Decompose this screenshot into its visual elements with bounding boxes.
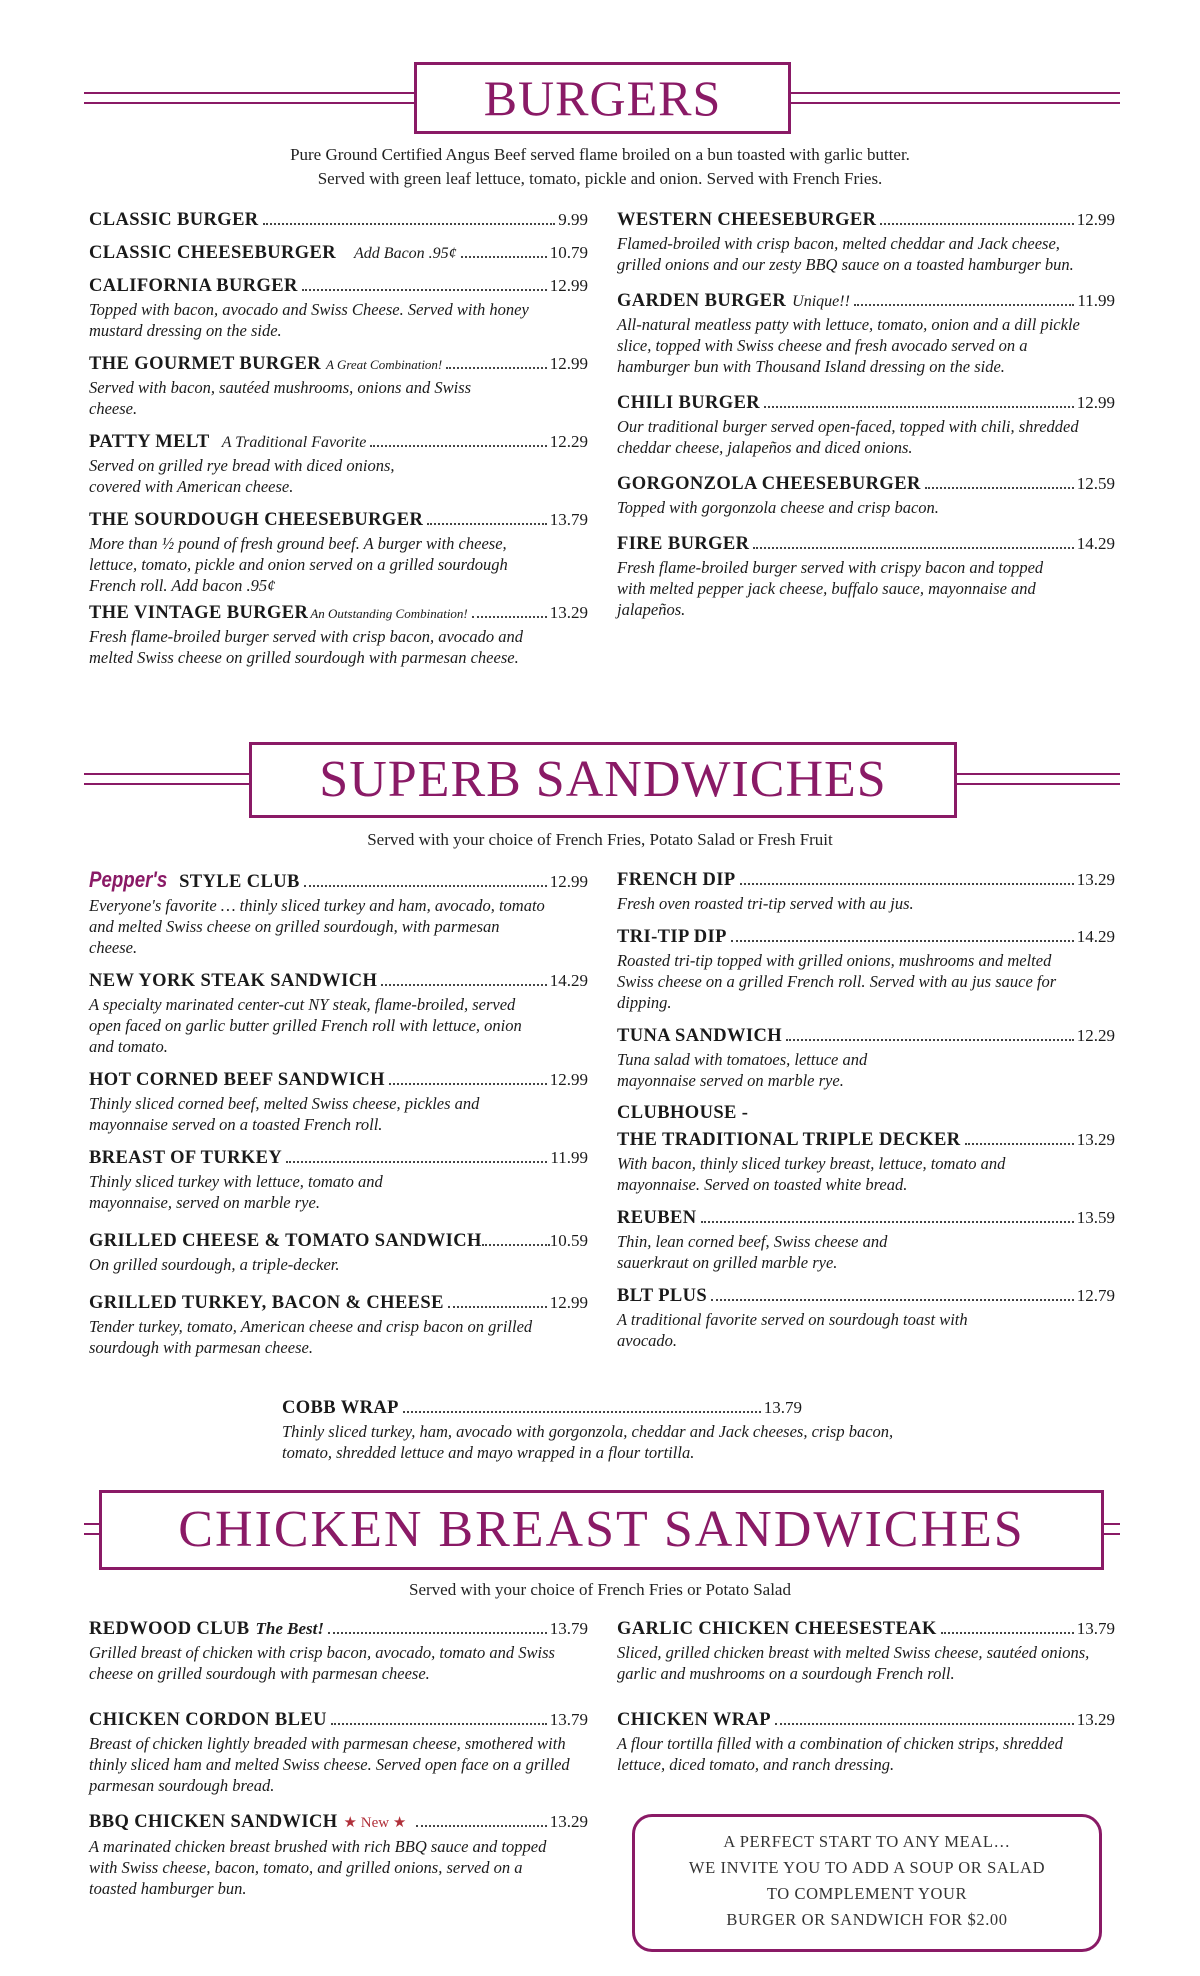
sandwiches-subtitle: Served with your choice of French Fries, Potato Salad or Fresh Fruit — [367, 830, 833, 849]
item-price: 12.99 — [549, 872, 588, 891]
dot-leader — [854, 304, 1074, 306]
promo-line-3: TO COMPLEMENT YOUR — [766, 1884, 968, 1903]
burgers-subtitle-1: Pure Ground Certified Angus Beef served flame broiled on a bun toasted with garlic butter. — [290, 145, 910, 164]
item-price: 10.59 — [549, 1231, 588, 1250]
sandwiches-banner — [84, 742, 1120, 818]
item-description: Breast of chicken lightly breaded with parmesan cheese, smothered with thinly sliced ham and melted Swiss cheese. Served open face on a grilled parmesan sourdough bread. — [89, 1734, 570, 1795]
item-name: BLT PLUS — [617, 1286, 708, 1306]
item-name: REUBEN — [617, 1208, 697, 1228]
dot-leader — [740, 883, 1074, 885]
item-name: CHICKEN CORDON BLEU — [89, 1710, 327, 1730]
menu-item-classic-cheeseburger — [89, 241, 588, 265]
item-description: On grilled sourdough, a triple-decker. — [89, 1255, 340, 1274]
menu-item-classic-burger — [89, 208, 588, 232]
item-price: 11.99 — [1077, 291, 1115, 310]
menu-item-western-cheeseburger — [617, 208, 1115, 275]
item-name: GORGONZOLA CHEESEBURGER — [617, 474, 921, 494]
item-name: PATTY MELT — [89, 432, 210, 452]
item-name: WESTERN CHEESEBURGER — [617, 210, 877, 230]
burgers-right-column — [617, 208, 1115, 631]
chicken-right-column — [617, 1617, 1115, 1786]
item-price: 11.99 — [550, 1148, 588, 1167]
menu-item-gorgonzola-cheeseburger — [617, 472, 1115, 518]
dot-leader — [941, 1632, 1074, 1634]
item-price: 12.29 — [1076, 1026, 1115, 1045]
item-price: 13.59 — [1076, 1208, 1115, 1227]
item-description: Thinly sliced turkey with lettuce, tomato and mayonnaise, served on marble rye. — [89, 1172, 383, 1212]
item-name: FRENCH DIP — [617, 870, 736, 890]
burgers-banner — [84, 62, 1120, 136]
dot-leader — [775, 1723, 1074, 1725]
item-name: CLASSIC BURGER — [89, 210, 259, 230]
item-name: GARDEN BURGER — [617, 291, 787, 311]
promo-line-4: BURGER OR SANDWICH FOR $2.00 — [726, 1910, 1008, 1929]
menu-item-peppers-style-club — [89, 868, 588, 958]
item-price: 13.29 — [549, 1812, 588, 1831]
dot-leader — [482, 1244, 550, 1246]
menu-item-bbq-chicken-sandwich — [89, 1810, 588, 1899]
dot-leader — [448, 1306, 547, 1308]
item-description: A marinated chicken breast brushed with rich BBQ sauce and topped with Swiss cheese, bacon, tomato, and grilled onions, served on a toasted hamburger bun. — [89, 1837, 547, 1898]
menu-item-blt-plus — [617, 1284, 1115, 1351]
dot-leader — [711, 1299, 1074, 1301]
menu-item-redwood-club — [89, 1617, 588, 1684]
item-description: Thin, lean corned beef, Swiss cheese and sauerkraut on grilled marble rye. — [617, 1232, 888, 1272]
item-price: 13.29 — [1076, 870, 1115, 889]
item-note: A Traditional Favorite — [221, 434, 367, 451]
dot-leader — [786, 1039, 1074, 1041]
dot-leader — [416, 1825, 546, 1827]
item-price: 12.99 — [549, 1293, 588, 1312]
item-name: THE TRADITIONAL TRIPLE DECKER — [617, 1130, 961, 1150]
chicken-banner — [84, 1490, 1120, 1570]
burgers-title: BURGERS — [414, 62, 791, 134]
burgers-subtitle-2: Served with green leaf lettuce, tomato, pickle and onion. Served with French Fries. — [317, 169, 883, 188]
menu-item-sourdough-cheeseburger — [89, 508, 588, 596]
item-description: Thinly sliced turkey, ham, avocado with gorgonzola, cheddar and Jack cheeses, crisp bacon, tomato, shredded lettuce and mayo wrapped in a flour tortilla. — [282, 1422, 894, 1462]
sandwiches-left-column — [89, 868, 588, 1369]
promo-line-2: WE INVITE YOU TO ADD A SOUP OR SALAD — [688, 1858, 1046, 1877]
item-name: CLASSIC CHEESEBURGER — [89, 243, 337, 263]
item-price: 13.79 — [763, 1398, 802, 1417]
dot-leader — [753, 547, 1073, 549]
item-name: BREAST OF TURKEY — [89, 1148, 283, 1168]
item-description: Fresh oven roasted tri-tip served with au jus. — [617, 894, 914, 913]
menu-item-reuben — [617, 1206, 1115, 1273]
item-description: A flour tortilla filled with a combination of chicken strips, shredded lettuce, diced tomato, and ranch dressing. — [617, 1734, 1063, 1774]
item-description: Flamed-broiled with crisp bacon, melted cheddar and Jack cheese, grilled onions and our zesty BBQ sauce on a toasted hamburger bun. — [617, 234, 1074, 274]
sandwiches-title: SUPERB SANDWICHES — [249, 742, 957, 818]
dot-leader — [304, 885, 547, 887]
item-description: With bacon, thinly sliced turkey breast, lettuce, tomato and mayonnaise. Served on toasted white bread. — [617, 1154, 1006, 1194]
sandwiches-right-column — [617, 868, 1115, 1362]
item-prefix: CLUBHOUSE - — [617, 1103, 749, 1123]
item-price: 12.59 — [1076, 474, 1115, 493]
item-note: An Outstanding Combination! — [310, 606, 468, 621]
menu-item-french-dip — [617, 868, 1115, 914]
item-description: Grilled breast of chicken with crisp bacon, avocado, tomato and Swiss cheese on grilled sourdough with parmesan cheese. — [89, 1643, 555, 1683]
item-name: THE SOURDOUGH CHEESEBURGER — [89, 510, 424, 530]
item-price: 13.79 — [549, 1710, 588, 1729]
item-description: Tuna salad with tomatoes, lettuce and mayonnaise served on marble rye. — [617, 1050, 868, 1090]
burgers-left-column — [89, 208, 588, 679]
item-name: THE VINTAGE BURGER — [89, 603, 309, 623]
item-description: Tender turkey, tomato, American cheese and crisp bacon on grilled sourdough with parmesan cheese. — [89, 1317, 533, 1357]
dot-leader — [764, 406, 1074, 408]
soup-salad-promo-box — [632, 1814, 1102, 1952]
item-name: HOT CORNED BEEF SANDWICH — [89, 1070, 385, 1090]
item-name: TRI-TIP DIP — [617, 927, 727, 947]
item-price: 13.29 — [549, 603, 588, 622]
item-description: Thinly sliced corned beef, melted Swiss cheese, pickles and mayonnaise served on a toasted French roll. — [89, 1094, 480, 1134]
item-description: Topped with gorgonzola cheese and crisp bacon. — [617, 498, 939, 517]
item-description: Roasted tri-tip topped with grilled onions, mushrooms and melted Swiss cheese on a grilled French roll. Served with au jus sauce for dipping. — [617, 951, 1057, 1012]
item-description: Sliced, grilled chicken breast with melted Swiss cheese, sautéed onions, garlic and mushrooms on a sourdough French roll. — [617, 1643, 1090, 1683]
menu-item-chili-burger — [617, 391, 1115, 458]
chicken-title: CHICKEN BREAST SANDWICHES — [99, 1490, 1104, 1570]
item-description: A specialty marinated center-cut NY steak, flame-broiled, served open faced on garlic butter grilled French roll with lettuce, onion and tomato. — [89, 995, 522, 1056]
item-price: 13.79 — [549, 510, 588, 529]
menu-item-breast-of-turkey — [89, 1146, 588, 1213]
menu-item-garlic-chicken-cheesesteak — [617, 1617, 1115, 1684]
item-name: GRILLED TURKEY, BACON & CHEESE — [89, 1293, 444, 1313]
dot-leader — [328, 1632, 547, 1634]
item-price: 12.99 — [1076, 393, 1115, 412]
menu-item-cobb-wrap — [282, 1396, 894, 1463]
dot-leader — [427, 523, 547, 525]
peppers-brand-logo: Pepper's — [89, 867, 168, 892]
item-price: 12.79 — [1076, 1286, 1115, 1305]
item-name: THE GOURMET BURGER — [89, 354, 321, 374]
item-name: REDWOOD CLUB — [89, 1619, 250, 1639]
dot-leader — [286, 1161, 547, 1163]
item-description: More than ½ pound of fresh ground beef. A burger with cheese, lettuce, tomato, pickle and onion served on a grilled sourdough French roll. Add bacon .95¢ — [89, 534, 508, 595]
item-price: 14.29 — [549, 971, 588, 990]
menu-item-hot-corned-beef — [89, 1068, 588, 1135]
item-price: 14.29 — [1076, 534, 1115, 553]
item-name: TUNA SANDWICH — [617, 1026, 783, 1046]
item-name: STYLE CLUB — [179, 872, 300, 892]
menu-item-new-york-steak — [89, 969, 588, 1057]
chicken-subtitle: Served with your choice of French Fries or Potato Salad — [409, 1580, 791, 1599]
item-description: Served with bacon, sautéed mushrooms, onions and Swiss cheese. — [89, 378, 472, 418]
item-name: COBB WRAP — [282, 1398, 399, 1418]
menu-item-fire-burger — [617, 532, 1115, 620]
item-note: Unique!! — [792, 293, 850, 310]
dot-leader — [461, 256, 547, 258]
dot-leader — [403, 1411, 761, 1413]
item-name: CHILI BURGER — [617, 393, 761, 413]
item-price: 13.79 — [549, 1619, 588, 1638]
menu-item-clubhouse-triple-decker — [617, 1102, 1115, 1195]
chicken-left-column — [89, 1617, 588, 1910]
item-price: 13.29 — [1076, 1710, 1115, 1729]
dot-leader — [965, 1143, 1074, 1145]
item-price: 10.79 — [549, 243, 588, 262]
item-price: 12.29 — [549, 432, 588, 451]
item-price: 12.99 — [549, 354, 588, 373]
menu-item-vintage-burger — [89, 601, 588, 668]
dot-leader — [302, 289, 547, 291]
dot-leader — [446, 367, 546, 369]
item-price: 13.29 — [1076, 1130, 1115, 1149]
dot-leader — [472, 616, 547, 618]
menu-item-garden-burger — [617, 289, 1115, 377]
item-description: Served on grilled rye bread with diced onions, covered with American cheese. — [89, 456, 395, 496]
item-note: The Best! — [255, 1619, 325, 1638]
menu-item-patty-melt — [89, 430, 588, 497]
menu-item-california-burger — [89, 274, 588, 341]
item-price: 14.29 — [1076, 927, 1115, 946]
item-note: A Great Combination! — [325, 357, 443, 372]
item-price: 12.99 — [1076, 210, 1115, 229]
dot-leader — [331, 1723, 547, 1725]
menu-item-grilled-turkey-bacon-cheese — [89, 1291, 588, 1358]
item-price: 13.79 — [1076, 1619, 1115, 1638]
item-name: GRILLED CHEESE & TOMATO SANDWICH — [89, 1231, 482, 1251]
item-description: Fresh flame-broiled burger served with crispy bacon and topped with melted pepper jack cheese, buffalo sauce, mayonnaise and jalapeños. — [617, 558, 1044, 619]
item-price: 12.99 — [549, 276, 588, 295]
new-badge: ★ New ★ — [343, 1815, 407, 1831]
menu-item-grilled-cheese-tomato — [89, 1229, 588, 1275]
item-name: CHICKEN WRAP — [617, 1710, 772, 1730]
dot-leader — [381, 984, 546, 986]
dot-leader — [370, 445, 546, 447]
dot-leader — [389, 1083, 547, 1085]
dot-leader — [731, 940, 1074, 942]
item-name: NEW YORK STEAK SANDWICH — [89, 971, 378, 991]
dot-leader — [701, 1221, 1074, 1223]
item-name: GARLIC CHICKEN CHEESESTEAK — [617, 1619, 937, 1639]
item-description: A traditional favorite served on sourdough toast with avocado. — [617, 1310, 968, 1350]
item-description: Everyone's favorite … thinly sliced turkey and ham, avocado, tomato and melted Swiss cheese on grilled sourdough, with parmesan cheese. — [89, 896, 545, 957]
item-note: Add Bacon .95¢ — [354, 245, 457, 262]
menu-item-tri-tip-dip — [617, 925, 1115, 1013]
menu-item-gourmet-burger — [89, 352, 588, 419]
item-price: 9.99 — [558, 210, 588, 229]
promo-line-1: A PERFECT START TO ANY MEAL… — [723, 1832, 1011, 1851]
menu-item-chicken-cordon-bleu — [89, 1708, 588, 1796]
menu-item-tuna-sandwich — [617, 1024, 1115, 1091]
item-description: All-natural meatless patty with lettuce, tomato, onion and a dill pickle slice, topped with Swiss cheese and fresh avocado served on a hamburger bun with Thousand Island dressing on the side. — [617, 315, 1080, 376]
dot-leader — [263, 223, 556, 225]
menu-item-chicken-wrap — [617, 1708, 1115, 1775]
item-price: 12.99 — [549, 1070, 588, 1089]
dot-leader — [880, 223, 1073, 225]
item-name: BBQ CHICKEN SANDWICH — [89, 1812, 338, 1832]
item-description: Fresh flame-broiled burger served with crisp bacon, avocado and melted Swiss cheese on grilled sourdough with parmesan cheese. — [89, 627, 523, 667]
item-description: Topped with bacon, avocado and Swiss Cheese. Served with honey mustard dressing on the side. — [89, 300, 529, 340]
dot-leader — [925, 487, 1074, 489]
item-name: FIRE BURGER — [617, 534, 750, 554]
item-name: CALIFORNIA BURGER — [89, 276, 298, 296]
item-description: Our traditional burger served open-faced, topped with chili, shredded cheddar cheese, jalapeños and diced onions. — [617, 417, 1079, 457]
